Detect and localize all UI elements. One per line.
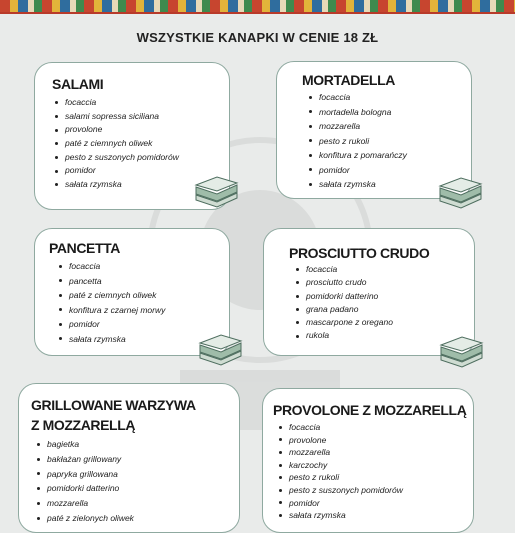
ingredient-item: grana padano	[294, 303, 393, 316]
sandwich-icon	[193, 173, 239, 209]
ingredient-item: rukola	[294, 329, 393, 342]
ingredient-list	[294, 263, 393, 343]
ingredient-item: sałata rzymska	[277, 509, 403, 522]
ingredient-item: focaccia	[277, 421, 403, 434]
ingredient-list	[35, 437, 134, 526]
ingredient-item: sałata rzymska	[307, 177, 407, 192]
decorative-tile-banner	[0, 0, 515, 14]
ingredient-item: mortadella bologna	[307, 105, 407, 120]
sandwich-icon	[197, 331, 243, 367]
ingredient-item: bagietka	[35, 437, 134, 452]
ingredient-item: focaccia	[53, 96, 179, 110]
ingredient-item: pancetta	[57, 274, 165, 289]
ingredient-item: paté z ciemnych oliwek	[57, 288, 165, 303]
ingredient-item: bakłażan grillowany	[35, 452, 134, 467]
sandwich-card-provolone	[262, 388, 474, 533]
ingredient-item: focaccia	[294, 263, 393, 276]
ingredient-item: paté z zielonych oliwek	[35, 511, 134, 526]
sandwich-card-mortadella	[276, 61, 472, 199]
ingredient-item: sałata rzymska	[57, 332, 165, 347]
ingredient-item: pomidorki datterino	[35, 481, 134, 496]
ingredient-item: paté z ciemnych oliwek	[53, 137, 179, 151]
ingredient-item: papryka grillowana	[35, 467, 134, 482]
ingredient-item: pomidor	[307, 163, 407, 178]
ingredient-item: mozzarella	[277, 446, 403, 459]
ingredient-list	[307, 90, 407, 192]
ingredient-item: konfitura z czarnej morwy	[57, 303, 165, 318]
ingredient-list	[57, 259, 165, 346]
ingredient-item: karczochy	[277, 459, 403, 472]
ingredient-item: pesto z rukoli	[307, 134, 407, 149]
sandwich-icon	[437, 174, 483, 210]
sandwich-name: MORTADELLA	[302, 72, 395, 88]
sandwich-card-prosciutto-crudo	[263, 228, 475, 356]
page-title: WSZYSTKIE KANAPKI W CENIE 18 ZŁ	[136, 30, 379, 45]
ingredient-item: salami sopressa siciliana	[53, 110, 179, 124]
sandwich-card-pancetta	[34, 228, 230, 356]
ingredient-item: focaccia	[307, 90, 407, 105]
sandwich-card-grillowane-warzywa	[18, 383, 240, 533]
sandwich-name: PROVOLONE Z MOZZARELLĄ	[273, 402, 467, 418]
ingredient-item: pomidor	[53, 164, 179, 178]
ingredient-list	[53, 96, 179, 192]
sandwich-name-line2: Z MOZZARELLĄ	[31, 417, 136, 433]
ingredient-item: pomidor	[277, 497, 403, 510]
sandwich-card-salami	[34, 62, 230, 210]
ingredient-item: sałata rzymska	[53, 178, 179, 192]
ingredient-item: pesto z suszonych pomidorów	[53, 151, 179, 165]
ingredient-item: pomidor	[57, 317, 165, 332]
ingredient-item: pesto z suszonych pomidorów	[277, 484, 403, 497]
ingredient-item: mozzarella	[307, 119, 407, 134]
ingredient-item: prosciutto crudo	[294, 276, 393, 289]
sandwich-icon	[438, 333, 484, 369]
ingredient-item: pesto z rukoli	[277, 471, 403, 484]
ingredient-item: mascarpone z oregano	[294, 316, 393, 329]
sandwich-name-line1: GRILLOWANE WARZYWA	[31, 397, 196, 413]
sandwich-name: PANCETTA	[49, 240, 120, 256]
ingredient-item: provolone	[277, 434, 403, 447]
sandwich-name: SALAMI	[52, 76, 104, 92]
ingredient-item: konfitura z pomarańczy	[307, 148, 407, 163]
ingredient-list	[277, 421, 403, 522]
ingredient-item: focaccia	[57, 259, 165, 274]
ingredient-item: provolone	[53, 123, 179, 137]
sandwich-name: PROSCIUTTO CRUDO	[289, 245, 430, 261]
ingredient-item: pomidorki datterino	[294, 290, 393, 303]
ingredient-item: mozzarella	[35, 496, 134, 511]
